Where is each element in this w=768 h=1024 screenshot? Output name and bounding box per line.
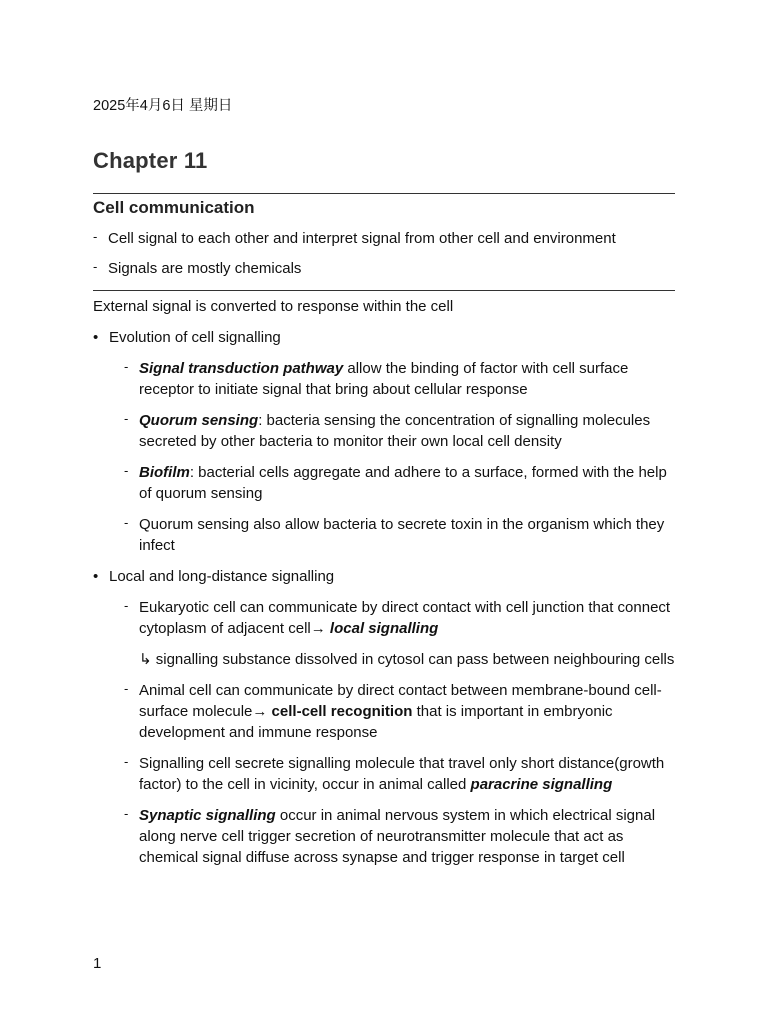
intro-line [93,258,675,279]
list-item [93,680,675,743]
dash-marker: - [93,229,98,244]
dash-marker: - [93,259,98,274]
page-title: Chapter 11 [93,148,208,173]
list-item [93,358,675,400]
item-text: Eukaryotic cell can communicate by direct contact with cell junction that connect cytoplasm of adjacent cell [139,599,671,637]
term-bold-italic: Signal transduction pathway [139,360,344,377]
intro-text: Signals are mostly chemicals [108,260,302,277]
divider [93,290,675,291]
bullet-marker: • [93,329,99,346]
bullet-heading [93,566,675,587]
term-bold-italic: local signalling [325,620,439,637]
bullet-heading-text: Evolution of cell signalling [109,329,281,346]
date-header: 2025年4月6日 星期日 [93,98,233,114]
item-text: occur in animal nervous system in which electrical signal along nerve cell trigger secretion of neurotransmitter molecule that act as chemical signal diffuse across synapse and trigger response in target cell [139,807,656,866]
arrow-glyph: → [252,703,268,720]
item-text: Signalling cell secrete signalling molecule that travel only short distance(growth factor) to the cell in vicinity, occur in animal called [139,755,665,793]
dash-marker: - [124,359,129,374]
page-number: 1 [93,955,102,972]
list-item [93,597,675,639]
list-item [93,514,675,556]
item-text: Animal cell can communicate by direct contact between membrane-bound cell-surface molecule [139,682,662,720]
intro-line [93,228,675,249]
bullet-marker: • [93,568,99,585]
dash-marker: - [124,515,129,530]
term-bold: cell-cell recognition [267,703,413,720]
list-item [93,462,675,504]
external-signal-text: External signal is converted to response within the cell [93,298,454,315]
document-page [93,96,675,868]
arrow-note: ↳ signalling substance dissolved in cytosol can pass between neighbouring cells [139,651,675,668]
list-item [93,753,675,795]
term-bold-italic: Quorum sensing [139,412,259,429]
term-bold-italic: Synaptic signalling [139,807,276,824]
item-text: allow the binding of factor with cell surface receptor to initiate signal that bring about cellular response [139,360,629,398]
dash-marker: - [124,754,129,769]
dash-marker: - [124,411,129,426]
dash-marker: - [124,463,129,478]
intro-text: Cell signal to each other and interpret signal from other cell and environment [108,230,616,247]
list-item [93,410,675,452]
divider [93,193,675,194]
item-text: Quorum sensing also allow bacteria to secrete toxin in the organism which they infect [139,516,665,554]
bullet-heading-text: Local and long-distance signalling [109,568,335,585]
term-bold-italic: Biofilm [139,464,190,481]
list-item [93,805,675,868]
dash-marker: - [124,806,129,821]
term-bold-italic: paracrine signalling [470,776,613,793]
item-text: that is important in embryonic development and immune response [139,703,613,741]
dash-marker: - [124,598,129,613]
section-subtitle: Cell communication [93,198,255,217]
arrow-glyph: → [310,620,326,637]
bullet-heading [93,327,675,348]
item-text: : bacterial cells aggregate and adhere to a surface, formed with the help of quorum sensing [139,464,667,502]
item-text: : bacteria sensing the concentration of signalling molecules secreted by other bacteria to monitor their own local cell density [139,412,651,450]
dash-marker: - [124,681,129,696]
